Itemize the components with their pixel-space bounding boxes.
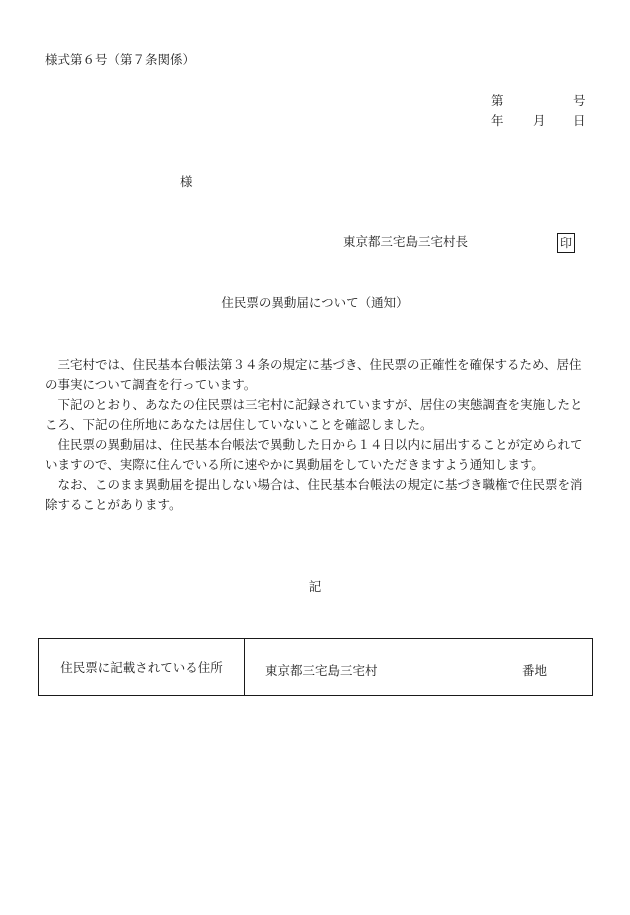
document-number-prefix: 第 <box>491 93 504 108</box>
address-label: 住民票に記載されている住所 <box>60 660 223 675</box>
body-paragraph: 住民票の異動届は、住民基本台帳法で異動した日から１４日以内に届出することが定められていますので、実際に住んでいる所に速やかに異動届をしていただきますよう通知します。 <box>45 437 583 472</box>
ki-heading: 記 <box>308 579 322 594</box>
address-label-cell <box>39 639 245 695</box>
issuer-name: 東京都三宅島三宅村長 <box>343 234 469 249</box>
addressee-honorific: 様 <box>180 174 193 189</box>
date-month-label: 月 <box>533 113 546 128</box>
body-paragraph: なお、このまま異動届を提出しない場合は、住民基本台帳法の規定に基づき職権で住民票を消除することがあります。 <box>45 477 583 512</box>
document-number-suffix: 号 <box>573 93 586 108</box>
address-value-cell <box>245 639 592 695</box>
seal-mark: 印 <box>557 233 575 253</box>
notice-body <box>45 355 593 515</box>
banchi-label: 番地 <box>522 663 548 678</box>
body-paragraph: 三宅村では、住民基本台帳法第３４条の規定に基づき、住民票の正確性を確保するため、居住の事実について調査を行っています。 <box>45 357 582 392</box>
form-number: 様式第６号（第７条関係） <box>45 52 196 67</box>
address-table <box>38 638 593 696</box>
address-value: 東京都三宅島三宅村 <box>265 663 378 678</box>
date-day-label: 日 <box>573 113 586 128</box>
date-year-label: 年 <box>491 113 504 128</box>
document-title: 住民票の異動届について（通知） <box>221 295 409 310</box>
body-paragraph: 下記のとおり、あなたの住民票は三宅村に記録されていますが、居住の実態調査を実施したところ、下記の住所地にあなたは居住していないことを確認しました。 <box>45 397 583 432</box>
